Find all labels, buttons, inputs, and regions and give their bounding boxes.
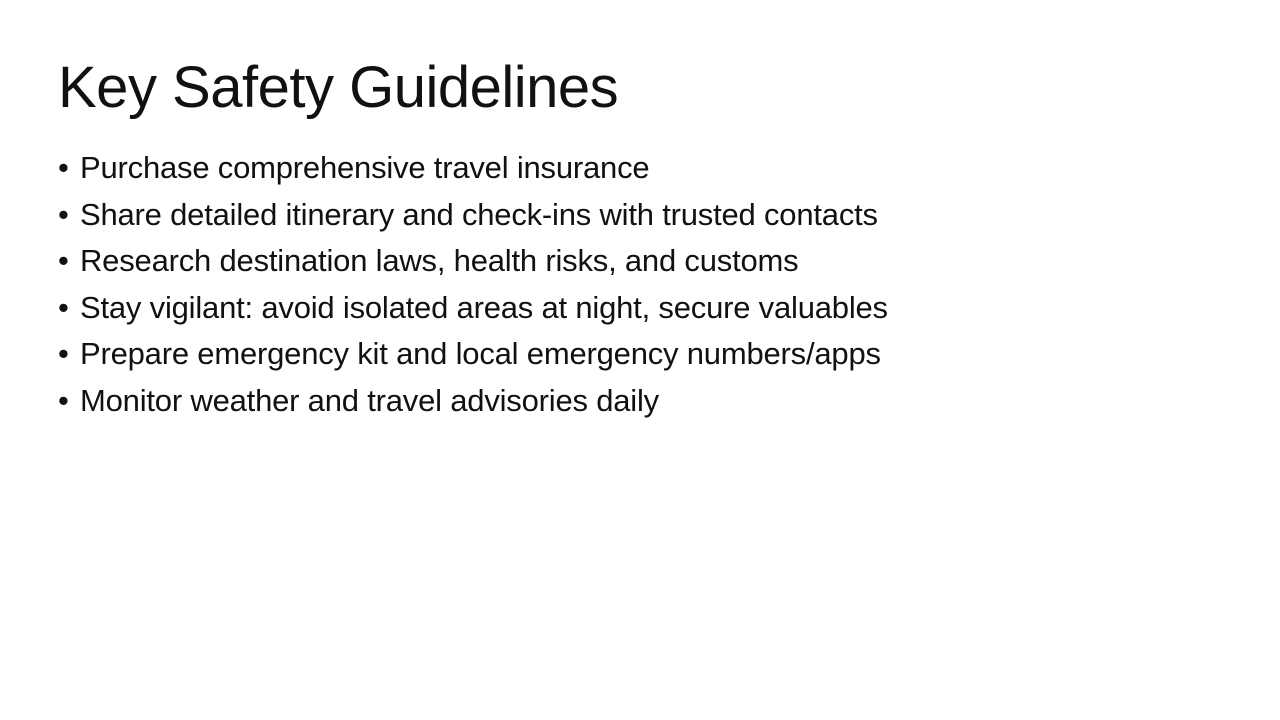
list-item — [58, 285, 888, 332]
slide-title: Key Safety Guidelines — [58, 55, 619, 120]
bullet-icon: • — [58, 196, 69, 232]
list-item — [58, 378, 888, 425]
bullet-icon: • — [58, 382, 69, 418]
list-item — [58, 192, 888, 239]
list-item — [58, 145, 888, 192]
list-item — [58, 331, 888, 378]
list-item-text: Stay vigilant: avoid isolated areas at night, secure valuables — [80, 289, 888, 325]
bullet-icon: • — [58, 243, 69, 278]
bullet-icon: • — [58, 150, 69, 185]
list-item — [58, 238, 888, 285]
list-item-text: Purchase comprehensive travel insurance — [80, 150, 650, 185]
bullet-icon: • — [58, 336, 69, 371]
list-item-text: Research destination laws, health risks, and customs — [80, 243, 799, 278]
list-item-text: Share detailed itinerary and check-ins with trusted contacts — [80, 196, 878, 232]
bullet-icon: • — [58, 289, 69, 325]
bullet-list — [58, 145, 888, 424]
list-item-text: Monitor weather and travel advisories daily — [80, 382, 659, 418]
list-item-text: Prepare emergency kit and local emergency numbers/apps — [80, 336, 881, 371]
